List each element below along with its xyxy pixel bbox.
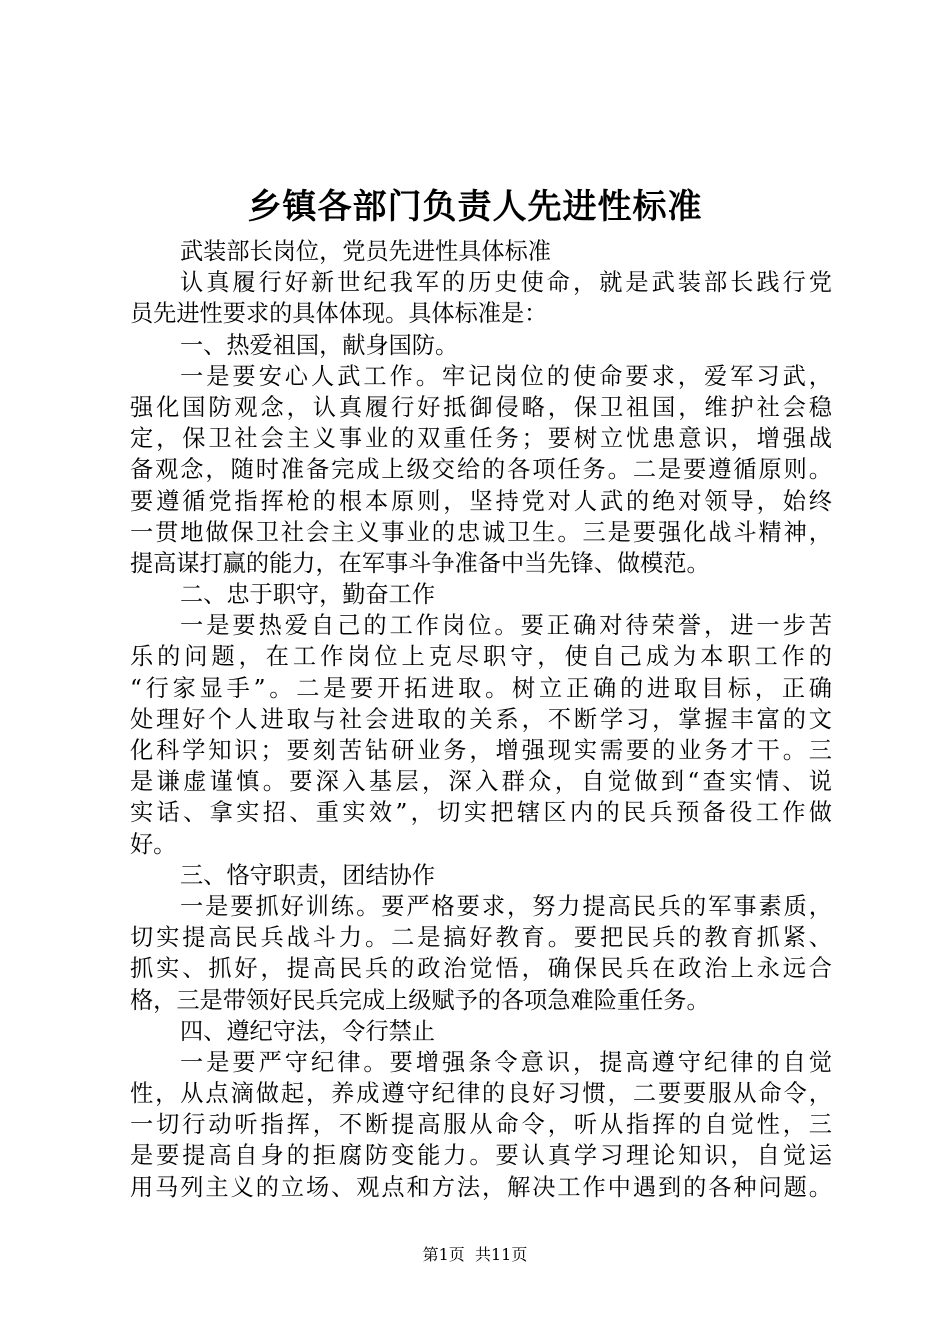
page-number: 第1页 [422, 1245, 465, 1264]
paragraph-line: 好。 [130, 830, 177, 858]
paragraph-line: 化科学知识；要刻苦钻研业务，增强现实需要的业务才干。三 [130, 737, 832, 764]
section-heading: 武装部长岗位，党员先进性具体标准 [180, 238, 551, 265]
paragraph-line: 用马列主义的立场、观点和方法，解决工作中遇到的各种问题。 [130, 1173, 832, 1201]
paragraph-line: 性，从点滴做起，养成遵守纪律的良好习惯，二要要服从命令， [130, 1080, 832, 1108]
section-heading: 一、热爱祖国，献身国防。 [180, 331, 459, 359]
paragraph-line: 一是要热爱自己的工作岗位。要正确对待荣誉，进一步苦 [180, 612, 832, 640]
paragraph-line: 是谦虚谨慎。要深入基层，深入群众，自觉做到“查实情、说 [130, 768, 832, 796]
paragraph-line: 强化国防观念，认真履行好抵御侵略，保卫祖国，维护社会稳 [130, 393, 832, 421]
paragraph-line: 要遵循党指挥枪的根本原则，坚持党对人武的绝对领导，始终 [130, 487, 832, 515]
paragraph-line: 实话、拿实招、重实效”，切实把辖区内的民兵预备役工作做 [130, 799, 832, 827]
paragraph-line: 一是要抓好训练。要严格要求，努力提高民兵的军事素质， [180, 892, 832, 920]
paragraph-line: 认真履行好新世纪我军的历史使命，就是武装部长践行党 [180, 269, 832, 297]
page-footer [0, 1244, 950, 1266]
paragraph-line: 一是要严守纪律。要增强条令意识，提高遵守纪律的自觉 [180, 1048, 832, 1076]
section-heading: 三、恪守职责，团结协作 [180, 861, 436, 889]
paragraph-line: 员先进性要求的具体体现。具体标准是： [130, 300, 548, 328]
paragraph-line: 一切行动听指挥，不断提高服从命令，听从指挥的自觉性，三 [130, 1111, 832, 1139]
document-title: 乡镇各部门负责人先进性标准 [247, 187, 703, 227]
paragraph-line: 一贯地做保卫社会主义事业的忠诚卫生。三是要强化战斗精神， [130, 518, 832, 546]
paragraph-line: 抓实、抓好，提高民兵的政治觉悟，确保民兵在政治上永远合 [130, 955, 832, 983]
page-total: 共11页 [474, 1245, 528, 1264]
paragraph-line: 处理好个人进取与社会进取的关系，不断学习，掌握丰富的文 [130, 705, 832, 733]
paragraph-line: 是要提高自身的拒腐防变能力。要认真学习理论知识，自觉运 [130, 1142, 832, 1170]
paragraph-line: 一是要安心人武工作。牢记岗位的使命要求，爱军习武， [180, 362, 832, 390]
paragraph-line: 切实提高民兵战斗力。二是搞好教育。要把民兵的教育抓紧、 [130, 924, 832, 952]
document-body [130, 236, 832, 1203]
paragraph-line: 格，三是带领好民兵完成上级赋予的各项急难险重任务。 [130, 986, 710, 1014]
paragraph-line: “行家显手”。二是要开拓进取。树立正确的进取目标，正确 [130, 674, 832, 702]
paragraph-line: 乐的问题，在工作岗位上克尽职守，使自己成为本职工作的 [130, 643, 832, 671]
section-heading: 二、忠于职守，勤奋工作 [180, 581, 436, 609]
paragraph-line: 备观念，随时准备完成上级交给的各项任务。二是要遵循原则。 [130, 456, 832, 484]
section-heading: 四、遵纪守法，令行禁止 [180, 1017, 436, 1045]
paragraph-line: 提高谋打赢的能力，在军事斗争准备中当先锋、做模范。 [130, 549, 710, 577]
paragraph-line: 定，保卫社会主义事业的双重任务；要树立忧患意识，增强战 [130, 425, 832, 453]
